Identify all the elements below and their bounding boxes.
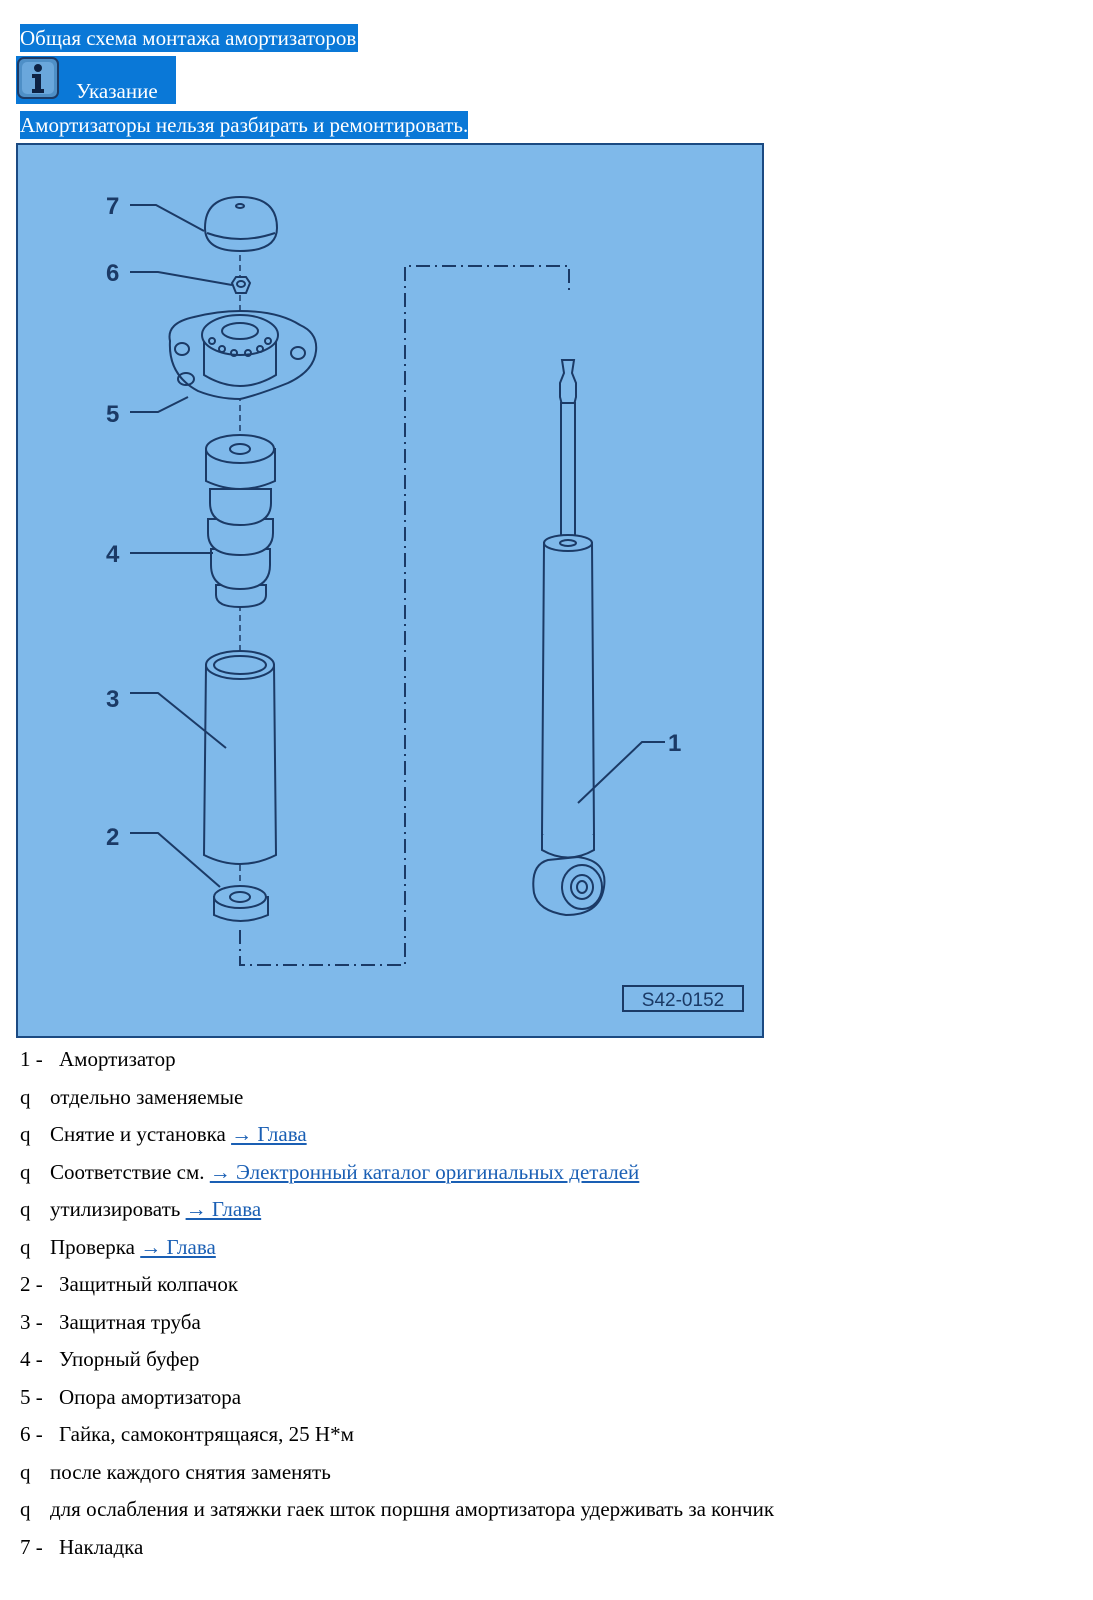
item-text: Проверка	[50, 1234, 141, 1259]
item-number: 2 -	[20, 1272, 43, 1296]
shock-absorber-drawing	[18, 145, 766, 1040]
part-5-mount	[170, 311, 317, 399]
item-number: 4 -	[20, 1347, 43, 1371]
chapter-link[interactable]: → Глава	[231, 1122, 307, 1146]
parts-list	[20, 1045, 774, 1570]
bullet-marker: q	[20, 1122, 31, 1146]
part-entry	[20, 1345, 774, 1383]
item-text: Снятие и установка	[50, 1122, 232, 1146]
item-text: отдельно заменяемые	[50, 1084, 244, 1109]
bullet-marker: q	[20, 1234, 31, 1259]
item-text: Гайка, самоконтрящаяся, 25 Н*м	[59, 1422, 354, 1446]
part-entry	[20, 1045, 774, 1083]
page-title: Общая схема монтажа амортизаторов	[20, 26, 357, 50]
item-text: после каждого снятия заменять	[50, 1459, 331, 1484]
item-text: Защитная труба	[59, 1309, 201, 1334]
callout-7: 7	[106, 193, 120, 220]
part-6-nut	[232, 277, 250, 293]
callout-1: 1	[668, 730, 682, 757]
part-entry	[20, 1420, 774, 1458]
callout-4: 4	[106, 541, 120, 568]
exploded-diagram	[16, 143, 764, 1038]
note-label: Указание	[76, 79, 158, 103]
item-text: Опора амортизатора	[59, 1384, 242, 1409]
part-3-protective-tube	[204, 651, 276, 864]
part-entry	[20, 1308, 774, 1346]
item-text: Упорный буфер	[59, 1347, 200, 1371]
part-entry	[20, 1533, 774, 1571]
bullet-marker: q	[20, 1084, 31, 1109]
part-entry	[20, 1383, 774, 1421]
part-note	[20, 1458, 774, 1496]
callout-2: 2	[106, 824, 120, 851]
bullet-marker: q	[20, 1159, 31, 1184]
bullet-marker: q	[20, 1497, 31, 1521]
item-number: 6 -	[20, 1422, 43, 1446]
item-number: 7 -	[20, 1534, 43, 1559]
callout-6: 6	[106, 260, 120, 287]
part-7-cap	[205, 197, 277, 251]
part-2-protective-cap	[214, 886, 268, 921]
info-icon	[16, 56, 60, 100]
chapter-link[interactable]: → Глава	[185, 1197, 262, 1221]
item-text: Защитный колпачок	[59, 1272, 239, 1296]
bullet-marker: q	[20, 1459, 31, 1484]
part-1-shock-absorber	[533, 360, 604, 915]
part-note	[20, 1158, 774, 1196]
bullet-marker: q	[20, 1197, 31, 1221]
item-text: Соответствие см.	[50, 1159, 210, 1184]
callout-3: 3	[106, 686, 120, 713]
part-note	[20, 1233, 774, 1271]
part-entry	[20, 1270, 774, 1308]
part-note	[20, 1195, 774, 1233]
part-4-bump-stop	[206, 435, 275, 607]
note-box	[16, 56, 176, 104]
chapter-link[interactable]: → Электронный каталог оригинальных деталей	[209, 1159, 640, 1184]
callout-5: 5	[106, 401, 120, 428]
chapter-link[interactable]: → Глава	[140, 1234, 216, 1259]
item-text: утилизировать	[50, 1197, 186, 1221]
part-note	[20, 1083, 774, 1121]
item-number: 5 -	[20, 1384, 43, 1409]
warning-text: Амортизаторы нельзя разбирать и ремонтировать.	[20, 113, 469, 137]
item-number: 3 -	[20, 1309, 43, 1334]
item-text: Амортизатор	[59, 1047, 176, 1071]
part-note	[20, 1120, 774, 1158]
item-number: 1 -	[20, 1047, 43, 1071]
part-note	[20, 1495, 774, 1533]
item-text: для ослабления и затяжки гаек шток поршня амортизатора удерживать за кончик	[50, 1497, 775, 1521]
item-text: Накладка	[59, 1534, 144, 1559]
figure-code: S42-0152	[641, 990, 725, 1011]
